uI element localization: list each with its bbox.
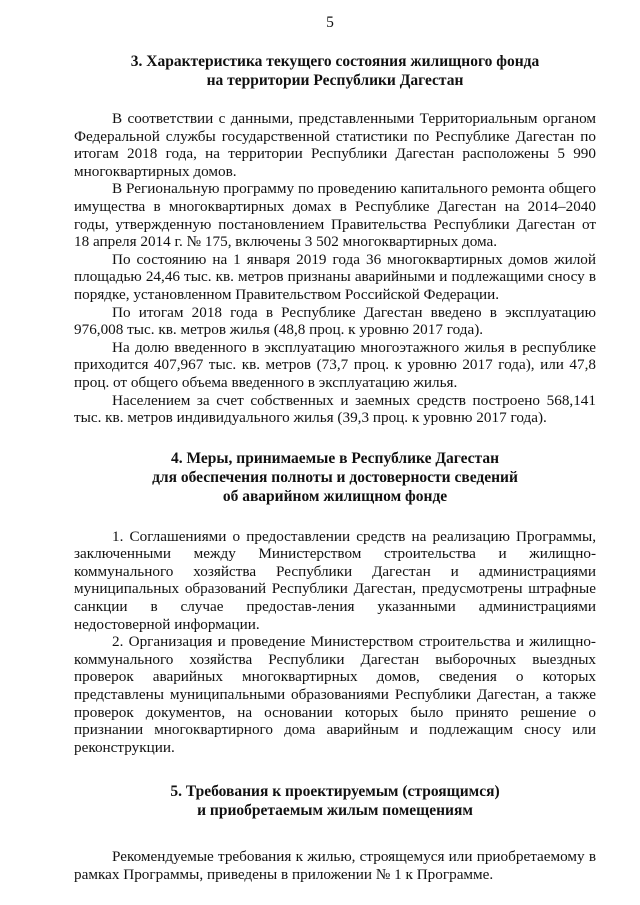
paragraph: 1. Соглашениями о предоставлении средств на реализацию Программы, заключенными между Министерством строительства и жилищно-коммунального хозяйства Республики Дагестан и администрациями муниципальных образований Республики Дагестан, предусмотрены штрафные санкции в случае предостав-ления указанными администрациями недостоверной информации. bbox=[74, 527, 596, 633]
paragraph: Рекомендуемые требования к жилью, строящемуся или приобретаемому в рамках Программы, приведены в приложении № 1 к Программе. bbox=[74, 848, 596, 883]
heading-line: и приобретаемым жилым помещениям bbox=[197, 802, 473, 820]
section-3-heading bbox=[74, 52, 596, 90]
heading-line: для обеспечения полноты и достоверности сведений bbox=[152, 468, 518, 486]
heading-line: 5. Требования к проектируемым (строящимся) bbox=[170, 783, 500, 801]
paragraph: Населением за счет собственных и заемных средств построено 568,141 тыс. кв. метров индивидуального жилья (39,3 проц. к уровню 2017 года). bbox=[74, 391, 596, 427]
section-3-body bbox=[74, 110, 596, 427]
heading-line: 4. Меры, принимаемые в Республике Дагестан bbox=[170, 449, 500, 467]
paragraph: В Региональную программу по проведению капитального ремонта общего имущества в многоквартирных домах в Республике Дагестан на 2014–2040 годы, утвержденную постановлением Правительства Республики Дагестан от 18 апреля 2014 г. № 175, включены 3 502 многоквартирных дома. bbox=[74, 180, 596, 251]
paragraph: По итогам 2018 года в Республике Дагестан введено в эксплуатацию 976,008 тыс. кв. метров жилья (48,8 проц. к уровню 2017 года). bbox=[74, 303, 596, 339]
paragraph: На долю введенного в эксплуатацию многоэтажного жилья в республике приходится 407,967 тыс. кв. метров (73,7 проц. к уровню 2017 года), или 47,8 проц. от общего объема введенного в эксплуатацию жилья. bbox=[74, 338, 596, 391]
paragraph: В соответствии с данными, представленными Территориальным органом Федеральной службы государственной статистики по Республике Дагестан по итогам 2018 года, на территории Республики Дагестан расположены 5 990 многоквартирных домов. bbox=[74, 110, 596, 180]
paragraph: По состоянию на 1 января 2019 года 36 многоквартирных домов жилой площадью 24,46 тыс. кв. метров признаны аварийными и подлежащими сносу в порядке, установленном Правительством Российской Федерации. bbox=[74, 250, 596, 303]
heading-line: 3. Характеристика текущего состояния жилищного фонда bbox=[130, 53, 540, 70]
document-content bbox=[74, 48, 596, 884]
page-number: 5 bbox=[326, 14, 334, 31]
heading-line: об аварийном жилищном фонде bbox=[222, 487, 448, 505]
heading-line: на территории Республики Дагестан bbox=[206, 72, 464, 89]
paragraph: 2. Организация и проведение Министерством строительства и жилищно-коммунального хозяйства Республики Дагестан выборочных выездных проверок аварийных многоквартирных домов, сведения о которых представлены муниципальными образованиями Республики Дагестан, а также проверок документов, на основании которых было принято решение о признании многоквартирного дома аварийным и подлежащим сносу или реконструкции. bbox=[74, 633, 596, 756]
section-4-body bbox=[74, 528, 596, 757]
section-5-body bbox=[74, 848, 596, 883]
section-5-heading bbox=[74, 782, 596, 820]
section-4-heading bbox=[74, 449, 596, 506]
